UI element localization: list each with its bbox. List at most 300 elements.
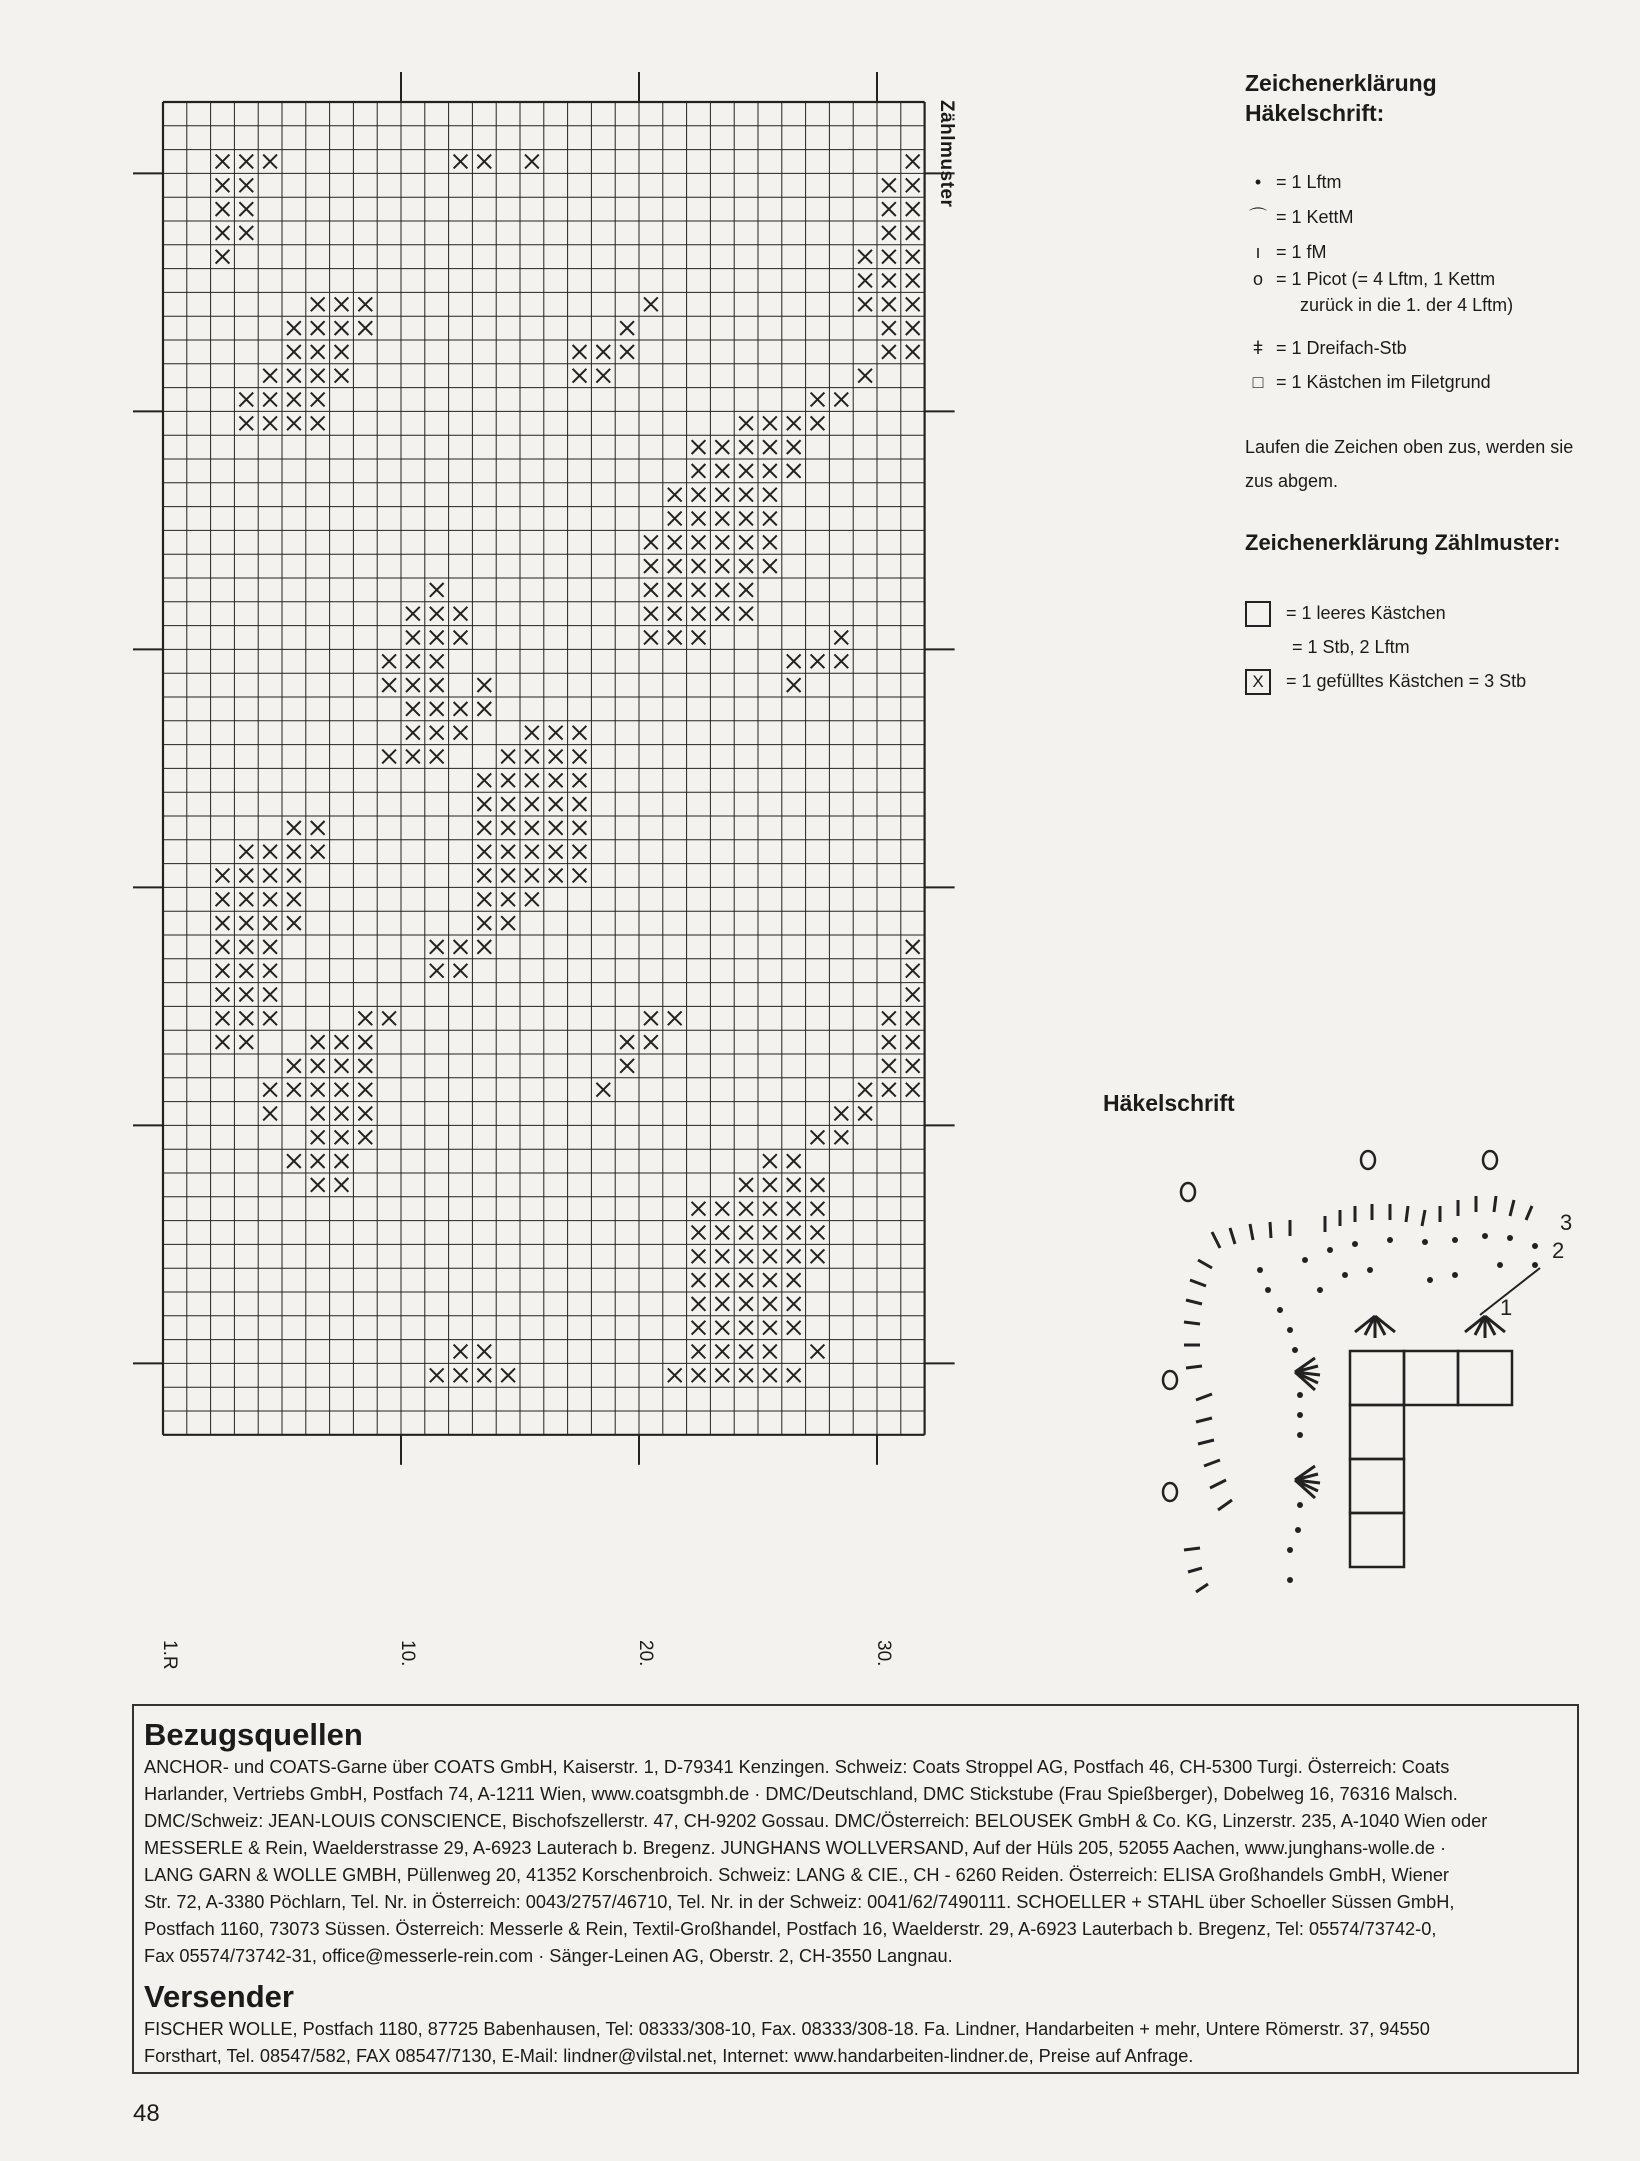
filled-cell-x bbox=[454, 726, 468, 740]
filled-cell-x bbox=[311, 1154, 325, 1168]
filled-cell-x bbox=[882, 297, 896, 311]
filled-cell-x bbox=[430, 964, 444, 978]
filled-cell-x bbox=[787, 654, 801, 668]
filled-cell-x bbox=[335, 345, 349, 359]
dot-icon: • bbox=[1254, 172, 1262, 192]
filled-cell-x bbox=[644, 535, 658, 549]
filled-cell-x bbox=[430, 654, 444, 668]
filled-cell-x bbox=[715, 1249, 729, 1263]
sources-line: Fax 05574/73742-31, office@messerle-rein.com · Sänger-Leinen AG, Oberstr. 2, CH-3550 Langnau. bbox=[144, 1946, 953, 1966]
filled-cell-x bbox=[739, 607, 753, 621]
filled-cell-x bbox=[739, 535, 753, 549]
versender-heading: Versender bbox=[144, 1979, 294, 2014]
versender-line: FISCHER WOLLE, Postfach 1180, 87725 Babenhausen, Tel: 08333/308-10, Fax. 08333/308-18. Fa. Lindner, Handarbeiten + mehr, Untere Römerstr. 37, 94550 bbox=[144, 2019, 1430, 2039]
filled-cell-x bbox=[787, 1297, 801, 1311]
filled-cell-x bbox=[739, 416, 753, 430]
filled-cell-x bbox=[763, 535, 777, 549]
filled-cell-x bbox=[501, 845, 515, 859]
filled-cell-x bbox=[573, 750, 587, 764]
filled-cell-x bbox=[715, 559, 729, 573]
filled-cell-x bbox=[263, 1083, 277, 1097]
filled-cell-x bbox=[858, 274, 872, 288]
row-number-2: 2 bbox=[1552, 1238, 1565, 1263]
filled-cell-x bbox=[763, 1202, 777, 1216]
filled-cell-x bbox=[692, 1345, 706, 1359]
filled-cell-x bbox=[335, 369, 349, 383]
filled-cell-x bbox=[692, 535, 706, 549]
filled-box-icon: X bbox=[1245, 669, 1271, 695]
filled-cell-x bbox=[787, 1368, 801, 1382]
sources-line: Harlander, Vertriebs GmbH, Postfach 74, A-1211 Wien, www.coatsgmbh.de · DMC/Deutschland, DMC Stickstube (Frau Spießberger), Dobelweg 16, 76316 Malsch. bbox=[144, 1784, 1458, 1804]
filled-cell-x bbox=[811, 416, 825, 430]
filled-cell-x bbox=[358, 1130, 372, 1144]
col-label-10: 10. bbox=[397, 1640, 418, 1667]
sources-box bbox=[132, 1704, 1579, 2074]
filled-cell-x bbox=[406, 607, 420, 621]
filled-cell-x bbox=[715, 1345, 729, 1359]
filled-cell-x bbox=[763, 488, 777, 502]
filled-cell-x bbox=[358, 1107, 372, 1121]
filled-cell-x bbox=[263, 155, 277, 169]
filled-cell-x bbox=[692, 583, 706, 597]
filled-cell-x bbox=[477, 773, 491, 787]
filled-cell-x bbox=[454, 940, 468, 954]
filled-cell-x bbox=[811, 1249, 825, 1263]
filled-cell-x bbox=[834, 1130, 848, 1144]
filled-cell-x bbox=[477, 916, 491, 930]
filled-cell-x bbox=[287, 916, 301, 930]
filled-cell-x bbox=[358, 297, 372, 311]
filled-cell-x bbox=[263, 964, 277, 978]
filled-cell-x bbox=[906, 178, 920, 192]
filled-cell-x bbox=[239, 1011, 253, 1025]
versender-line: Forsthart, Tel. 08547/582, FAX 08547/7130, E-Mail: lindner@vilstal.net, Internet: www.handarbeiten-lindner.de, Preise auf Anfrage. bbox=[144, 2046, 1194, 2066]
zaehl-item-empty-detail: = 1 Stb, 2 Lftm bbox=[1292, 637, 1410, 657]
filled-cell-x bbox=[787, 678, 801, 692]
zaehl-item-empty: = 1 leeres Kästchen bbox=[1245, 596, 1446, 630]
filled-cell-x bbox=[430, 678, 444, 692]
zaehl-item-filled: X = 1 gefülltes Kästchen = 3 Stb bbox=[1245, 664, 1526, 698]
filled-cell-x bbox=[692, 631, 706, 645]
filled-cell-x bbox=[763, 1273, 777, 1287]
filled-cell-x bbox=[549, 773, 563, 787]
filled-cell-x bbox=[787, 1249, 801, 1263]
filled-cell-x bbox=[454, 155, 468, 169]
filled-cell-x bbox=[311, 821, 325, 835]
filled-cell-x bbox=[620, 1035, 634, 1049]
filled-cell-x bbox=[763, 1249, 777, 1263]
filled-cell-x bbox=[882, 178, 896, 192]
filled-cell-x bbox=[454, 702, 468, 716]
filled-cell-x bbox=[311, 297, 325, 311]
filled-cell-x bbox=[668, 488, 682, 502]
sources-line: MESSERLE & Rein, Waelderstrasse 29, A-6923 Lauterach b. Bregenz. JUNGHANS WOLLVERSAND, Auf der Hüls 205, 52055 Aachen, www.junghans-wolle.de · bbox=[144, 1838, 1447, 1858]
filled-cell-x bbox=[644, 607, 658, 621]
sources-line: ANCHOR- und COATS-Garne über COATS GmbH, Kaiserstr. 1, D-79341 Kenzingen. Schweiz: Coats Stroppel AG, Postfach 46, CH-5300 Turgi. Österreich: Coats bbox=[144, 1757, 1450, 1777]
filled-cell-x bbox=[715, 1368, 729, 1382]
filled-cell-x bbox=[239, 1035, 253, 1049]
filled-cell-x bbox=[692, 1273, 706, 1287]
filled-cell-x bbox=[525, 892, 539, 906]
filled-cell-x bbox=[335, 1035, 349, 1049]
filled-cell-x bbox=[763, 464, 777, 478]
filled-cell-x bbox=[216, 940, 230, 954]
filled-cell-x bbox=[573, 869, 587, 883]
filled-cell-x bbox=[906, 274, 920, 288]
filled-cell-x bbox=[358, 1059, 372, 1073]
filled-cell-x bbox=[216, 226, 230, 240]
filled-cell-x bbox=[335, 1130, 349, 1144]
filled-cell-x bbox=[739, 1249, 753, 1263]
filled-cell-x bbox=[763, 440, 777, 454]
filled-cell-x bbox=[763, 1345, 777, 1359]
filled-cell-x bbox=[906, 155, 920, 169]
filled-cell-x bbox=[882, 202, 896, 216]
filled-cell-x bbox=[715, 607, 729, 621]
filled-cell-x bbox=[311, 1059, 325, 1073]
filled-cell-x bbox=[525, 155, 539, 169]
filled-cell-x bbox=[834, 654, 848, 668]
filled-cell-x bbox=[763, 512, 777, 526]
filled-cell-x bbox=[596, 345, 610, 359]
filled-cell-x bbox=[811, 654, 825, 668]
filled-cell-x bbox=[787, 1178, 801, 1192]
filled-cell-x bbox=[216, 869, 230, 883]
legend-item-picot: o = 1 Picot (= 4 Lftm, 1 Kettm bbox=[1245, 267, 1495, 291]
filled-cell-x bbox=[763, 1154, 777, 1168]
filled-cell-x bbox=[620, 345, 634, 359]
filled-cell-x bbox=[287, 892, 301, 906]
filled-cell-x bbox=[216, 964, 230, 978]
filled-cell-x bbox=[239, 988, 253, 1002]
haekelschrift-diagram bbox=[1140, 1140, 1600, 1620]
filled-cell-x bbox=[311, 1035, 325, 1049]
sources-line: Str. 72, A-3380 Pöchlarn, Tel. Nr. in Österreich: 0043/2757/46710, Tel. Nr. in der Schweiz: 0041/62/7490111. SCHOELLER + STAHL über Schoeller Süssen GmbH, bbox=[144, 1892, 1455, 1912]
arc-icon: ⌒ bbox=[1249, 207, 1267, 227]
filled-cell-x bbox=[858, 1083, 872, 1097]
filled-cell-x bbox=[477, 702, 491, 716]
filled-cell-x bbox=[311, 1130, 325, 1144]
filled-cell-x bbox=[287, 1083, 301, 1097]
filled-cell-x bbox=[406, 750, 420, 764]
filled-cell-x bbox=[311, 345, 325, 359]
filled-cell-x bbox=[739, 559, 753, 573]
filled-cell-x bbox=[406, 678, 420, 692]
filled-cell-x bbox=[525, 845, 539, 859]
filled-cell-x bbox=[335, 1178, 349, 1192]
filled-cell-x bbox=[216, 155, 230, 169]
filled-cell-x bbox=[787, 1321, 801, 1335]
filled-cell-x bbox=[692, 464, 706, 478]
filled-cell-x bbox=[882, 345, 896, 359]
filled-cell-x bbox=[501, 916, 515, 930]
filled-cell-x bbox=[263, 845, 277, 859]
filled-cell-x bbox=[525, 821, 539, 835]
bar-icon: ı bbox=[1255, 242, 1261, 262]
filled-cell-x bbox=[454, 964, 468, 978]
filled-cell-x bbox=[739, 1202, 753, 1216]
filled-cell-x bbox=[263, 916, 277, 930]
sources-line: LANG GARN & WOLLE GMBH, Püllenweg 20, 41352 Korschenbroich. Schweiz: LANG & CIE., CH - 6260 Reiden. Österreich: ELISA Großhandels GmbH, Wiener bbox=[144, 1865, 1449, 1885]
filled-cell-x bbox=[906, 1011, 920, 1025]
filled-cell-x bbox=[668, 1011, 682, 1025]
filled-cell-x bbox=[882, 321, 896, 335]
filled-cell-x bbox=[525, 726, 539, 740]
filled-cell-x bbox=[549, 797, 563, 811]
filled-cell-x bbox=[692, 1368, 706, 1382]
filled-cell-x bbox=[715, 1321, 729, 1335]
filled-cell-x bbox=[858, 250, 872, 264]
filled-cell-x bbox=[763, 1297, 777, 1311]
filled-cell-x bbox=[739, 488, 753, 502]
filled-cell-x bbox=[668, 535, 682, 549]
filled-cell-x bbox=[739, 1178, 753, 1192]
filled-cell-x bbox=[644, 1011, 658, 1025]
filled-cell-x bbox=[287, 369, 301, 383]
filled-cell-x bbox=[692, 440, 706, 454]
filled-cell-x bbox=[573, 845, 587, 859]
filled-cell-x bbox=[239, 226, 253, 240]
empty-box-icon bbox=[1245, 601, 1271, 627]
filled-cell-x bbox=[739, 1345, 753, 1359]
filled-cell-x bbox=[287, 416, 301, 430]
filled-cell-x bbox=[477, 940, 491, 954]
filled-cell-x bbox=[525, 797, 539, 811]
chart-title: Zählmuster bbox=[936, 100, 957, 208]
filled-cell-x bbox=[573, 821, 587, 835]
filled-cell-x bbox=[239, 202, 253, 216]
filled-cell-x bbox=[430, 940, 444, 954]
filled-cell-x bbox=[811, 1202, 825, 1216]
sources-heading: Bezugsquellen bbox=[144, 1717, 363, 1752]
filled-cell-x bbox=[358, 321, 372, 335]
legend-item-fm: ı = 1 fM bbox=[1245, 240, 1327, 264]
filled-cell-x bbox=[287, 345, 301, 359]
filled-cell-x bbox=[739, 440, 753, 454]
filled-cell-x bbox=[906, 988, 920, 1002]
filled-cell-x bbox=[715, 488, 729, 502]
legend-item-dreifach: ǂ = 1 Dreifach-Stb bbox=[1245, 336, 1407, 360]
filled-cell-x bbox=[763, 559, 777, 573]
filled-cell-x bbox=[454, 1345, 468, 1359]
filled-cell-x bbox=[501, 1368, 515, 1382]
filled-cell-x bbox=[906, 250, 920, 264]
filled-cell-x bbox=[525, 869, 539, 883]
picot-icon: o bbox=[1252, 269, 1263, 289]
filled-cell-x bbox=[287, 869, 301, 883]
filled-cell-x bbox=[811, 1130, 825, 1144]
filled-cell-x bbox=[430, 702, 444, 716]
filled-cell-x bbox=[763, 1321, 777, 1335]
filled-cell-x bbox=[263, 416, 277, 430]
filled-cell-x bbox=[644, 583, 658, 597]
filled-cell-x bbox=[715, 512, 729, 526]
filled-cell-x bbox=[811, 1345, 825, 1359]
filled-cell-x bbox=[715, 1273, 729, 1287]
filled-cell-x bbox=[430, 607, 444, 621]
filled-cell-x bbox=[335, 1059, 349, 1073]
filled-cell-x bbox=[263, 940, 277, 954]
filled-cell-x bbox=[834, 393, 848, 407]
filled-cell-x bbox=[263, 869, 277, 883]
filled-cell-x bbox=[477, 869, 491, 883]
filled-cell-x bbox=[906, 1059, 920, 1073]
filled-cell-x bbox=[739, 1297, 753, 1311]
filled-cell-x bbox=[620, 1059, 634, 1073]
filled-cell-x bbox=[287, 845, 301, 859]
filled-cell-x bbox=[216, 1035, 230, 1049]
filled-cell-x bbox=[239, 869, 253, 883]
filled-cell-x bbox=[239, 178, 253, 192]
filled-cell-x bbox=[239, 845, 253, 859]
filled-cell-x bbox=[668, 583, 682, 597]
filled-cell-x bbox=[834, 1107, 848, 1121]
filled-cell-x bbox=[906, 1035, 920, 1049]
col-label-20: 20. bbox=[635, 1640, 656, 1667]
filled-cell-x bbox=[263, 393, 277, 407]
filled-cell-x bbox=[311, 416, 325, 430]
filled-cell-x bbox=[739, 512, 753, 526]
filled-cell-x bbox=[477, 845, 491, 859]
filled-cell-x bbox=[501, 892, 515, 906]
filled-cell-x bbox=[239, 916, 253, 930]
filled-cell-x bbox=[573, 726, 587, 740]
filled-cell-x bbox=[692, 512, 706, 526]
filled-cell-x bbox=[335, 321, 349, 335]
filled-cell-x bbox=[620, 321, 634, 335]
filled-cell-x bbox=[739, 1368, 753, 1382]
filled-cell-x bbox=[311, 393, 325, 407]
filled-cell-x bbox=[287, 1154, 301, 1168]
filled-cell-x bbox=[477, 1345, 491, 1359]
filled-cell-x bbox=[216, 892, 230, 906]
filled-cell-x bbox=[477, 1368, 491, 1382]
legend-item-kettm: ⌒ = 1 KettM bbox=[1245, 205, 1354, 229]
filled-cell-x bbox=[692, 559, 706, 573]
filled-cell-x bbox=[335, 1083, 349, 1097]
filled-cell-x bbox=[239, 416, 253, 430]
filled-cell-x bbox=[763, 1178, 777, 1192]
filled-cell-x bbox=[263, 988, 277, 1002]
legend-item-kaestchen: □ = 1 Kästchen im Filetgrund bbox=[1245, 370, 1491, 394]
filled-cell-x bbox=[668, 607, 682, 621]
filled-cell-x bbox=[406, 654, 420, 668]
filled-cell-x bbox=[311, 1107, 325, 1121]
filled-cell-x bbox=[477, 155, 491, 169]
page-number: 48 bbox=[133, 2100, 160, 2127]
filled-cell-x bbox=[811, 393, 825, 407]
filled-cell-x bbox=[882, 1011, 896, 1025]
filled-cell-x bbox=[216, 916, 230, 930]
filled-cell-x bbox=[668, 559, 682, 573]
filled-cell-x bbox=[906, 1083, 920, 1097]
filled-cell-x bbox=[692, 1297, 706, 1311]
filled-cell-x bbox=[787, 1202, 801, 1216]
filled-cell-x bbox=[477, 892, 491, 906]
filled-cell-x bbox=[715, 535, 729, 549]
filled-cell-x bbox=[668, 1368, 682, 1382]
filled-cell-x bbox=[882, 1035, 896, 1049]
filled-cell-x bbox=[239, 393, 253, 407]
filled-cell-x bbox=[263, 369, 277, 383]
filled-cell-x bbox=[882, 1059, 896, 1073]
filled-cell-x bbox=[335, 1154, 349, 1168]
filled-cell-x bbox=[216, 202, 230, 216]
filled-cell-x bbox=[335, 1107, 349, 1121]
row-number-1: 1 bbox=[1500, 1295, 1513, 1320]
filled-cell-x bbox=[382, 750, 396, 764]
filled-cell-x bbox=[692, 607, 706, 621]
filled-cell-x bbox=[811, 1178, 825, 1192]
filled-cell-x bbox=[454, 607, 468, 621]
filled-cell-x bbox=[692, 1321, 706, 1335]
filled-cell-x bbox=[739, 1273, 753, 1287]
filled-cell-x bbox=[311, 1083, 325, 1097]
filled-cell-x bbox=[739, 583, 753, 597]
filled-cell-x bbox=[644, 631, 658, 645]
filled-cell-x bbox=[739, 1226, 753, 1240]
filled-cell-x bbox=[787, 1226, 801, 1240]
filled-cell-x bbox=[263, 892, 277, 906]
square-icon: □ bbox=[1252, 372, 1264, 392]
filled-cell-x bbox=[739, 464, 753, 478]
filled-cell-x bbox=[906, 202, 920, 216]
filled-cell-x bbox=[596, 369, 610, 383]
filled-cell-x bbox=[906, 321, 920, 335]
filled-cell-x bbox=[239, 155, 253, 169]
filled-cell-x bbox=[501, 869, 515, 883]
zaehl-legend-title: Zeichenerklärung Zählmuster: bbox=[1245, 530, 1561, 555]
filled-cell-x bbox=[882, 250, 896, 264]
filled-cell-x bbox=[477, 797, 491, 811]
filled-cell-x bbox=[763, 1368, 777, 1382]
filled-cell-x bbox=[573, 773, 587, 787]
filled-cell-x bbox=[525, 750, 539, 764]
filled-cell-x bbox=[668, 631, 682, 645]
filled-cell-x bbox=[406, 726, 420, 740]
filled-cell-x bbox=[715, 440, 729, 454]
filled-cell-x bbox=[715, 1226, 729, 1240]
filled-cell-x bbox=[549, 869, 563, 883]
filled-cell-x bbox=[430, 750, 444, 764]
filled-cell-x bbox=[858, 297, 872, 311]
filled-cell-x bbox=[763, 416, 777, 430]
filled-cell-x bbox=[454, 1368, 468, 1382]
filled-cell-x bbox=[382, 1011, 396, 1025]
filled-cell-x bbox=[216, 988, 230, 1002]
filled-cell-x bbox=[501, 821, 515, 835]
sources-line: DMC/Schweiz: JEAN-LOUIS CONSCIENCE, Bischofszellerstr. 47, CH-9202 Gossau. DMC/Österreich: BELOUSEK GmbH & Co. KG, Linzerstr. 235, A-1040 Wien oder bbox=[144, 1811, 1488, 1831]
filled-cell-x bbox=[549, 821, 563, 835]
filled-cell-x bbox=[692, 1202, 706, 1216]
filled-cell-x bbox=[549, 845, 563, 859]
filled-cell-x bbox=[239, 892, 253, 906]
filled-cell-x bbox=[549, 750, 563, 764]
filled-cell-x bbox=[287, 393, 301, 407]
filled-cell-x bbox=[787, 464, 801, 478]
filled-cell-x bbox=[477, 678, 491, 692]
zaehlmuster-grid bbox=[0, 0, 960, 1640]
filled-cell-x bbox=[668, 512, 682, 526]
filled-cell-x bbox=[692, 1226, 706, 1240]
filled-cell-x bbox=[216, 178, 230, 192]
filled-cell-x bbox=[692, 488, 706, 502]
filled-cell-x bbox=[501, 750, 515, 764]
filled-cell-x bbox=[644, 559, 658, 573]
filled-cell-x bbox=[811, 1226, 825, 1240]
filled-cell-x bbox=[906, 345, 920, 359]
treble-icon: ǂ bbox=[1252, 338, 1264, 358]
